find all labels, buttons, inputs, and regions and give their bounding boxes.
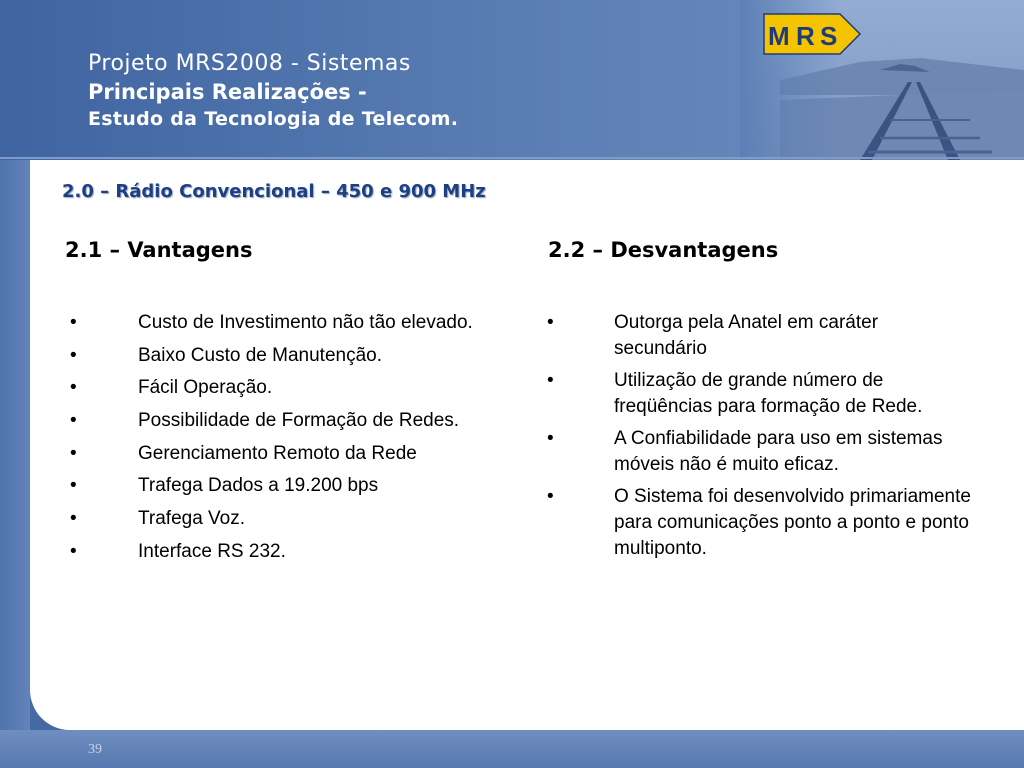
advantage-text: Possibilidade de Formação de Redes.: [138, 410, 460, 432]
list-item: [68, 441, 548, 474]
advantage-text: Custo de Investimento não tão elevado.: [138, 312, 473, 333]
disadvantage-text: Outorga pela Anatel em caráter secundário: [614, 312, 879, 359]
advantage-text: Gerenciamento Remoto da Rede: [138, 442, 417, 464]
list-item: [68, 473, 548, 506]
disadvantages-heading: 2.2 – Desvantagens: [548, 238, 779, 262]
bullet-icon: •: [547, 486, 554, 507]
list-item: [545, 368, 975, 420]
header-divider: [0, 157, 1024, 159]
advantages-heading: 2.1 – Vantagens: [65, 238, 253, 262]
mrs-logo: [758, 8, 868, 68]
footer-band: [0, 730, 1024, 768]
bullet-icon: •: [70, 377, 77, 399]
title-line-achievements: Principais Realizações -: [88, 80, 367, 104]
section-title: 2.0 – Rádio Convencional – 450 e 900 MHz: [62, 181, 486, 202]
bullet-icon: •: [70, 410, 77, 432]
advantage-text: Interface RS 232.: [138, 540, 286, 562]
title-line-project: Projeto MRS2008 - Sistemas: [88, 51, 411, 76]
disadvantage-text: Utilização de grande número de freqüências para formação de Rede.: [614, 370, 923, 417]
list-item: [545, 310, 975, 362]
list-item: [68, 408, 548, 441]
advantage-text: Baixo Custo de Manutenção.: [138, 344, 382, 366]
advantage-text: Fácil Operação.: [138, 377, 273, 399]
bullet-icon: •: [547, 312, 554, 333]
list-item: [68, 506, 548, 539]
bullet-icon: •: [547, 428, 554, 449]
list-item: [545, 484, 975, 562]
list-item: [68, 539, 548, 572]
bullet-icon: •: [547, 370, 554, 391]
bullet-icon: •: [70, 508, 77, 530]
logo-letter-m: M: [768, 21, 790, 51]
list-item: [68, 343, 548, 376]
advantage-text: Trafega Voz.: [138, 508, 246, 530]
bullet-icon: •: [70, 540, 77, 562]
advantage-text: Trafega Dados a 19.200 bps: [138, 475, 379, 497]
list-item: [68, 375, 548, 408]
list-item: [545, 426, 975, 478]
page-number: 39: [88, 742, 102, 757]
logo-letter-s: S: [820, 21, 838, 51]
bullet-icon: •: [70, 312, 77, 333]
list-item: [68, 310, 548, 343]
slide-title: [88, 50, 458, 132]
left-margin-band: [0, 160, 30, 730]
logo-letter-r: R: [796, 21, 815, 51]
bullet-icon: •: [70, 442, 77, 464]
title-line-study: Estudo da Tecnologia de Telecom.: [88, 108, 459, 130]
disadvantage-text: A Confiabilidade para uso em sistemas móveis não é muito eficaz.: [614, 428, 943, 475]
bullet-icon: •: [70, 344, 77, 366]
bullet-icon: •: [70, 475, 77, 497]
disadvantages-list: [545, 310, 975, 568]
advantages-list: [68, 310, 548, 572]
disadvantage-text: O Sistema foi desenvolvido primariamente para comunicações ponto a ponto e ponto multiponto.: [614, 486, 971, 559]
